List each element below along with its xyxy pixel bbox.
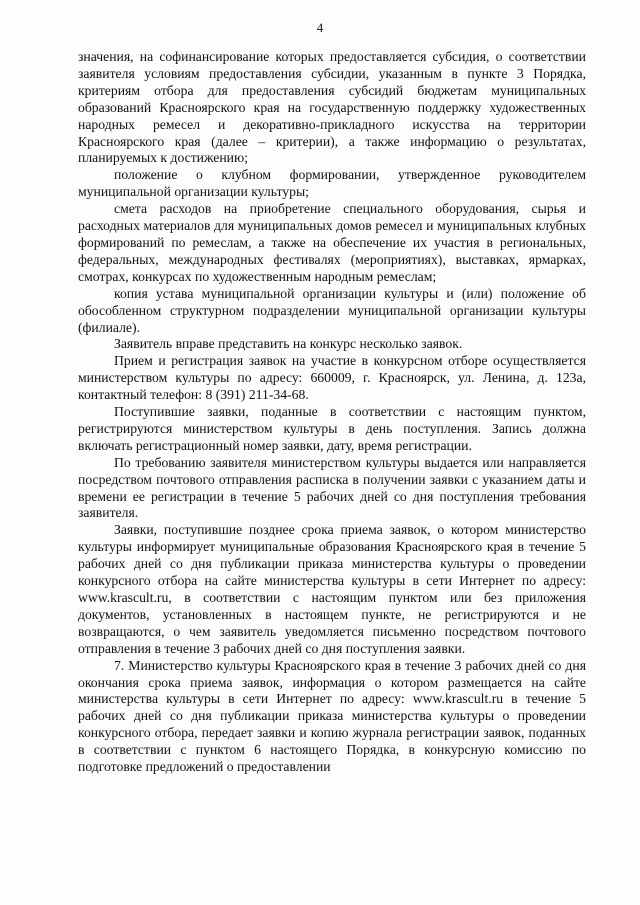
- paragraph-club-regulation: положение о клубном формировании, утвержденное руководителем муниципальной организации культуры;: [78, 167, 586, 200]
- document-body: [78, 49, 586, 776]
- paragraph-charter-copy: копия устава муниципальной организации культуры и (или) положение об обособленном структурном подразделении муниципальной организации культуры (филиале).: [78, 285, 586, 335]
- paragraph-multiple-applications: Заявитель вправе представить на конкурс несколько заявок.: [114, 336, 463, 352]
- paragraph-continuation: значения, на софинансирование которых предоставляется субсидия, о соответствии заявителя условиям предоставления субсидии, указанным в пункте 3 Порядка, критериям отбора для предоставления субсидий бюджетам муниципальных образований Красноярского края на государственную поддержку художественных народных ремесел и декоративно-прикладного искусства на территории Красноярского края (далее – критерии), а также информацию о результатах, планируемых к достижению;: [78, 49, 586, 166]
- page-number: 4: [316, 20, 324, 35]
- paragraph-cost-estimate: смета расходов на приобретение специального оборудования, сырья и расходных материалов для муниципальных домов ремесел и муниципальных клубных формирований по ремеслам, а также на обеспечение их участия в региональных, федеральных, международных фестивалях (мероприятиях), выставках, ярмарках, смотрах, конкурсах по художественным народным ремеслам;: [78, 201, 586, 284]
- paragraph-late-applications: Заявки, поступившие позднее срока приема заявок, о котором министерство культуры информирует муниципальные образования Красноярского края в течение 5 рабочих дней со дня публикации приказа министерства культуры о проведении конкурсного отбора на сайте министерства культуры в сети Интернет по адресу: www.krascult.ru, в соответствии с настоящим пунктом или без приложения документов, установленных в настоящем пункте, не регистрируются и не возвращаются, о чем заявитель уведомляется письменно посредством почтового отправления в течение 3 рабочих дней со дня поступления заявки.: [78, 522, 586, 656]
- paragraph-application-address: Прием и регистрация заявок на участие в конкурсном отборе осуществляется министерством культуры по адресу: 660009, г. Красноярск, ул. Ленина, д. 123а, контактный телефон: 8 (391) 211-34-68.: [78, 353, 586, 403]
- paragraph-section-7: 7. Министерство культуры Красноярского края в течение 3 рабочих дней со дня окончания срока приема заявок, информация о котором размещается на сайте министерства культуры в сети Интернет по адресу: www.krascult.ru в течение 5 рабочих дней со дня публикации приказа министерства культуры о проведении конкурсного отбора, передает заявки и копию журнала регистрации заявок, поданных в соответствии с пунктом 6 настоящего Порядка, в конкурсную комиссию по подготовке предложений о предоставлении: [78, 657, 586, 775]
- paragraph-registration: Поступившие заявки, поданные в соответствии с настоящим пунктом, регистрируются министерством культуры в день поступления. Запись должна включать регистрационный номер заявки, дату, время регистрации.: [78, 404, 586, 453]
- paragraph-receipt: По требованию заявителя министерством культуры выдается или направляется посредством почтового отправления расписка в получении заявки с указанием даты и времени ее регистрации в течение 5 рабочих дней со дня поступления требования заявителя.: [78, 454, 586, 521]
